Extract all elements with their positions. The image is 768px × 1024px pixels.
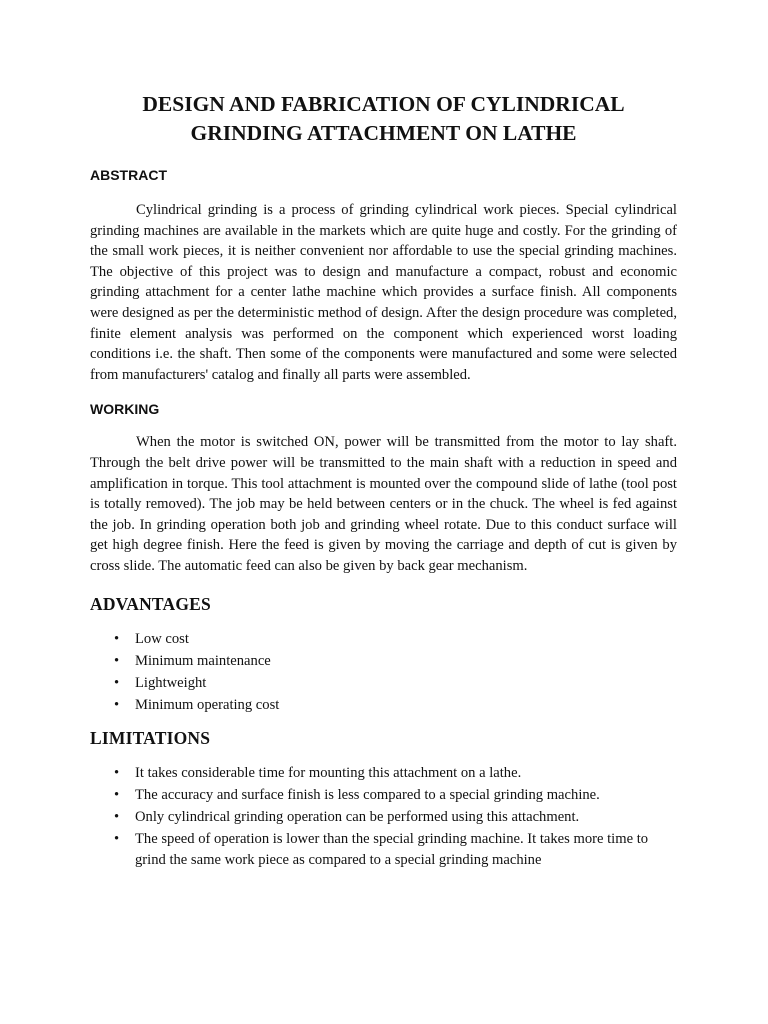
title-line-1: DESIGN AND FABRICATION OF CYLINDRICAL — [142, 92, 625, 116]
limitations-heading: LIMITATIONS — [90, 727, 211, 748]
working-heading: WORKING — [90, 401, 160, 418]
abstract-paragraph: Cylindrical grinding is a process of grinding cylindrical work pieces. Special cylindrical grinding machines are available in the markets which are quite huge and costly. For the grinding of the small work pieces, it is neither convenient nor affordable to use the special grinding machines. The objective of this project was to design and manufacture a compact, robust and economic grinding attachment for a center lathe machine which provides a surface finish. All components were designed as per the deterministic method of design. After the design procedure was completed, finite element analysis was performed on the component which experienced worst loading conditions i.e. the shaft. Then some of the components were manufactured and some were selected from manufacturers' catalog and finally all parts were assembled. — [90, 202, 677, 383]
list-item — [90, 695, 677, 716]
bullet-icon: • — [114, 809, 120, 826]
bullet-icon: • — [114, 652, 120, 669]
bullet-icon: • — [114, 831, 120, 848]
list-item — [90, 763, 677, 784]
bullet-icon: • — [114, 630, 120, 647]
list-item-text: It takes considerable time for mounting this attachment on a lathe. — [135, 764, 522, 781]
advantages-heading: ADVANTAGES — [90, 593, 211, 614]
list-item — [90, 807, 677, 828]
document-page — [90, 90, 677, 872]
bullet-icon: • — [114, 786, 120, 803]
list-item-text: Minimum maintenance — [135, 652, 271, 669]
advantages-list — [90, 629, 677, 716]
bullet-icon: • — [114, 697, 120, 714]
list-item — [90, 829, 677, 870]
bullet-icon: • — [114, 674, 120, 691]
list-item-text: Lightweight — [135, 674, 207, 691]
title-line-2: GRINDING ATTACHMENT ON LATHE — [190, 121, 577, 145]
list-item-text: The speed of operation is lower than the special grinding machine. It takes more time to grind the same work piece as compared to a special grinding machine — [135, 831, 649, 868]
bullet-icon: • — [114, 764, 120, 781]
list-item-text: Only cylindrical grinding operation can be performed using this attachment. — [135, 809, 580, 826]
working-paragraph: When the motor is switched ON, power will be transmitted from the motor to lay shaft. Through the belt drive power will be transmitted to the main shaft with a reduction in speed and amplification in torque. This tool attachment is mounted over the compound slide of lathe (tool post is totally removed). The job may be held between centers or in the chuck. The wheel is fed against the job. In grinding operation both job and grinding wheel rotate. Due to this conduct surface will get high degree finish. Here the feed is given by moving the carriage and depth of cut is given by cross slide. The automatic feed can also be given by back gear mechanism. — [90, 434, 677, 574]
list-item-text: Low cost — [135, 630, 189, 647]
list-item — [90, 673, 677, 694]
limitations-list — [90, 763, 677, 871]
list-item — [90, 651, 677, 672]
list-item — [90, 629, 677, 650]
abstract-heading: ABSTRACT — [90, 167, 167, 183]
document-title — [90, 90, 677, 148]
list-item-text: The accuracy and surface finish is less compared to a special grinding machine. — [135, 786, 600, 803]
list-item — [90, 785, 677, 806]
list-item-text: Minimum operating cost — [135, 697, 280, 714]
